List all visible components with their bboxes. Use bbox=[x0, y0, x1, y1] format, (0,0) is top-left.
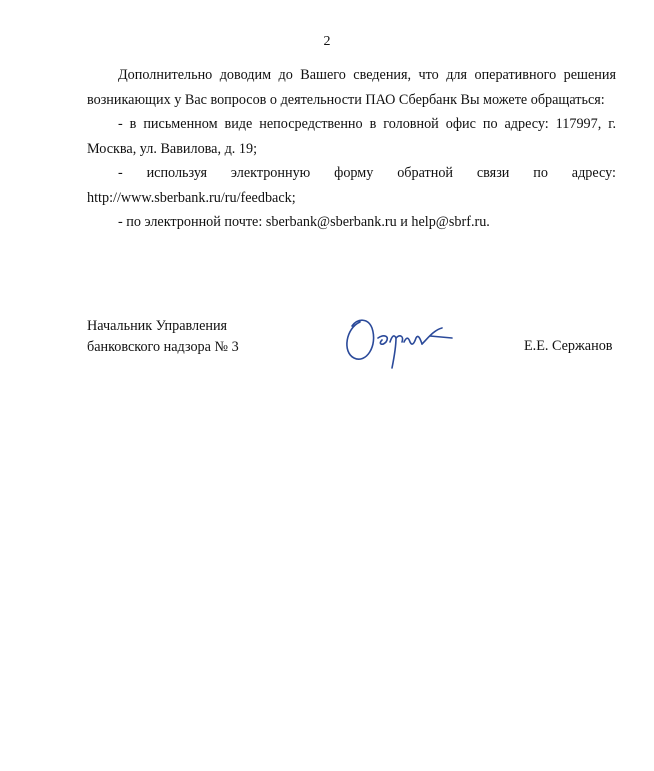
signatory-name: Е.Е. Сержанов bbox=[524, 338, 613, 354]
contact-item-postal: - в письменном виде непосредственно в головной офис по адресу: 117997, г. Москва, ул. Вавилова, д. 19; bbox=[87, 116, 616, 157]
signatory-title-line-2: банковского надзора № 3 bbox=[87, 339, 239, 355]
intro-paragraph: Дополнительно доводим до Вашего сведения, что для оперативного решения возникающих у Вас вопросов о деятельности ПАО Сбербанк Вы можете обращаться: bbox=[87, 67, 616, 108]
contact-item-email: - по электронной почте: sberbank@sberbank.ru и help@sbrf.ru. bbox=[118, 214, 490, 230]
page-number: 2 bbox=[323, 34, 331, 49]
feedback-url: http://www.sberbank.ru/ru/feedback; bbox=[87, 189, 296, 206]
signatory-title-line-1: Начальник Управления bbox=[87, 318, 228, 334]
handwritten-signature bbox=[338, 308, 458, 376]
signatory-title bbox=[87, 316, 239, 358]
contact-item-feedback-form: - используя электронную форму обратной связи по адресу: bbox=[118, 165, 616, 181]
letter-body bbox=[87, 63, 616, 235]
